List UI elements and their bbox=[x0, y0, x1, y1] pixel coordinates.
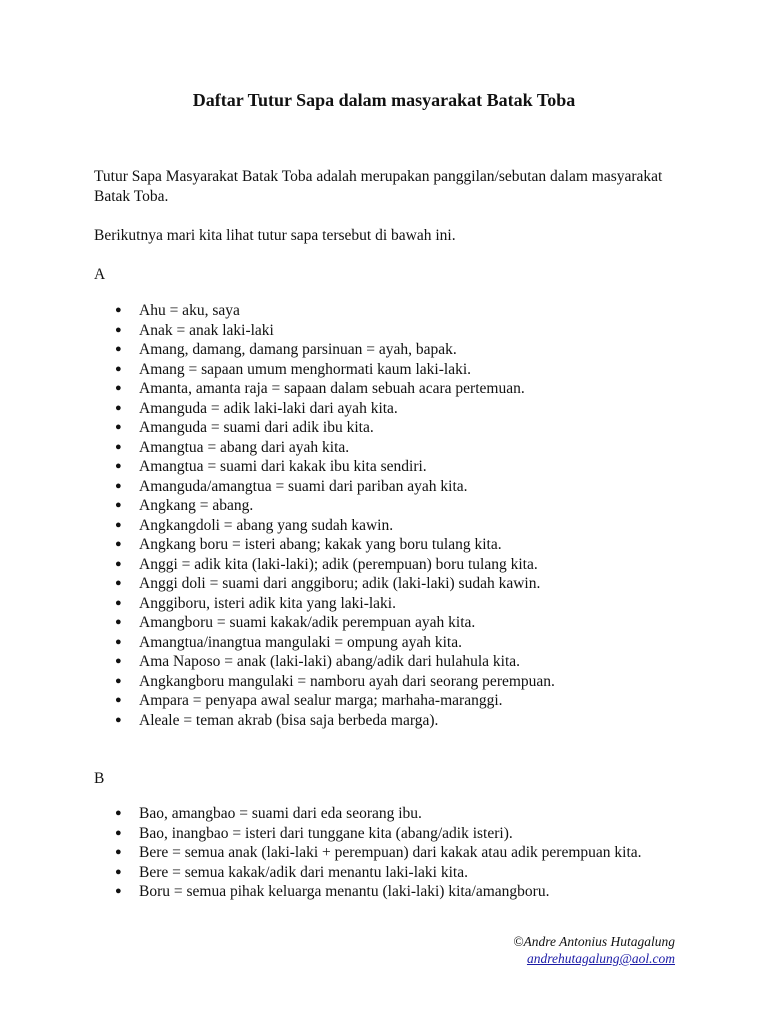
bullet-icon: ● bbox=[115, 674, 122, 687]
lead-paragraph: Berikutnya mari kita lihat tutur sapa tersebut di bawah ini. bbox=[94, 227, 456, 244]
bullet-icon: ● bbox=[115, 846, 122, 858]
bullet-icon: ● bbox=[115, 826, 122, 839]
list-item-text: Amangtua = suami dari kakak ibu kita sendiri. bbox=[139, 458, 427, 475]
list-item bbox=[94, 301, 676, 321]
bullet-icon: ● bbox=[115, 382, 122, 394]
list-item bbox=[94, 672, 676, 692]
list-item bbox=[94, 555, 676, 575]
list-item-text: Amangboru = suami kakak/adik perempuan ayah kita. bbox=[139, 614, 476, 631]
list-item-text: Aleale = teman akrab (bisa saja berbeda marga). bbox=[139, 711, 439, 729]
list-item bbox=[94, 804, 676, 824]
bullet-icon: ● bbox=[115, 694, 122, 706]
list-item bbox=[94, 360, 676, 380]
bullet-icon: ● bbox=[115, 362, 122, 375]
bullet-icon: ● bbox=[115, 479, 122, 492]
bullet-icon: ● bbox=[115, 807, 122, 819]
list-item-text: Amang, damang, damang parsinuan = ayah, bapak. bbox=[139, 341, 457, 358]
bullet-icon: ● bbox=[115, 713, 122, 726]
list-item bbox=[94, 633, 676, 653]
footer-email-link[interactable]: andrehutagalung@aol.com bbox=[526, 951, 675, 966]
bullet-icon: ● bbox=[115, 557, 122, 570]
list-item-text: Bao, amangbao = suami dari eda seorang ibu. bbox=[139, 805, 422, 822]
bullet-icon: ● bbox=[115, 518, 122, 531]
bullet-icon: ● bbox=[115, 596, 122, 609]
bullet-icon: ● bbox=[115, 616, 122, 628]
footer-author: ©Andre Antonius Hutagalung bbox=[513, 934, 675, 949]
list-item-text: Amanguda = adik laki-laki dari ayah kita. bbox=[139, 399, 398, 417]
list-item-text: Amanguda = suami dari adik ibu kita. bbox=[139, 419, 374, 436]
section-letter-b: B bbox=[94, 770, 105, 787]
list-item-text: Amang = sapaan umum menghormati kaum laki-laki. bbox=[139, 360, 472, 378]
list-item bbox=[94, 418, 676, 438]
bullet-icon: ● bbox=[115, 865, 122, 878]
bullet-icon: ● bbox=[115, 440, 122, 453]
list-item-text: Amanguda/amangtua = suami dari pariban ayah kita. bbox=[139, 477, 468, 495]
list-item bbox=[94, 321, 676, 341]
bullet-icon: ● bbox=[115, 538, 122, 550]
list-item-text: Ahu = aku, saya bbox=[139, 302, 240, 319]
list-item-text: Bere = semua anak (laki-laki + perempuan) dari kakak atau adik perempuan kita. bbox=[139, 844, 642, 861]
list-item-text: Bere = semua kakak/adik dari menantu laki-laki kita. bbox=[139, 863, 468, 881]
list-item-text: Amangtua/inangtua mangulaki = ompung ayah kita. bbox=[139, 633, 462, 651]
bullet-icon: ● bbox=[115, 421, 122, 433]
list-item-text: Angkangdoli = abang yang sudah kawin. bbox=[139, 516, 394, 534]
bullet-icon: ● bbox=[115, 460, 122, 472]
list-item bbox=[94, 711, 676, 731]
list-item bbox=[94, 516, 676, 536]
section-b-list bbox=[94, 804, 676, 902]
list-item-text: Angkang boru = isteri abang; kakak yang boru tulang kita. bbox=[139, 536, 502, 553]
list-item bbox=[94, 691, 676, 711]
list-item-text: Anak = anak laki-laki bbox=[139, 321, 274, 339]
list-item-text: Angkang = abang. bbox=[139, 497, 254, 514]
list-item bbox=[94, 882, 676, 902]
bullet-icon: ● bbox=[115, 635, 122, 648]
list-item bbox=[94, 843, 676, 863]
list-item bbox=[94, 496, 676, 516]
bullet-icon: ● bbox=[115, 655, 122, 667]
list-item bbox=[94, 379, 676, 399]
intro-paragraph: Tutur Sapa Masyarakat Batak Toba adalah merupakan panggilan/sebutan dalam masyarakat Batak Toba. bbox=[94, 168, 663, 205]
bullet-icon: ● bbox=[115, 401, 122, 414]
list-item-text: Amanta, amanta raja = sapaan dalam sebuah acara pertemuan. bbox=[139, 380, 525, 397]
list-item-text: Anggi doli = suami dari anggiboru; adik (laki-laki) sudah kawin. bbox=[139, 575, 541, 592]
bullet-icon: ● bbox=[115, 577, 122, 589]
list-item bbox=[94, 438, 676, 458]
list-item bbox=[94, 477, 676, 497]
list-item-text: Angkangboru mangulaki = namboru ayah dari seorang perempuan. bbox=[139, 672, 555, 690]
bullet-icon: ● bbox=[115, 343, 122, 355]
list-item bbox=[94, 863, 676, 883]
document-title: Daftar Tutur Sapa dalam masyarakat Batak Toba bbox=[192, 90, 576, 110]
section-letter-a: A bbox=[94, 266, 106, 283]
bullet-icon: ● bbox=[115, 304, 122, 316]
bullet-icon: ● bbox=[115, 499, 122, 511]
list-item bbox=[94, 457, 676, 477]
list-item-text: Anggiboru, isteri adik kita yang laki-laki. bbox=[139, 594, 396, 612]
list-item bbox=[94, 824, 676, 844]
list-item bbox=[94, 594, 676, 614]
list-item bbox=[94, 535, 676, 555]
list-item-text: Amangtua = abang dari ayah kita. bbox=[139, 438, 350, 456]
list-item-text: Bao, inangbao = isteri dari tunggane kita (abang/adik isteri). bbox=[139, 824, 513, 842]
list-item bbox=[94, 613, 676, 633]
list-item bbox=[94, 652, 676, 672]
section-a-list bbox=[94, 301, 676, 730]
list-item-text: Boru = semua pihak keluarga menantu (laki-laki) kita/amangboru. bbox=[139, 883, 550, 900]
list-item-text: Anggi = adik kita (laki-laki); adik (perempuan) boru tulang kita. bbox=[139, 555, 538, 573]
list-item bbox=[94, 340, 676, 360]
list-item bbox=[94, 399, 676, 419]
list-item bbox=[94, 574, 676, 594]
list-item-text: Ama Naposo = anak (laki-laki) abang/adik dari hulahula kita. bbox=[139, 653, 521, 670]
list-item-text: Ampara = penyapa awal sealur marga; marhaha-maranggi. bbox=[139, 692, 503, 709]
bullet-icon: ● bbox=[115, 885, 122, 897]
bullet-icon: ● bbox=[115, 323, 122, 336]
